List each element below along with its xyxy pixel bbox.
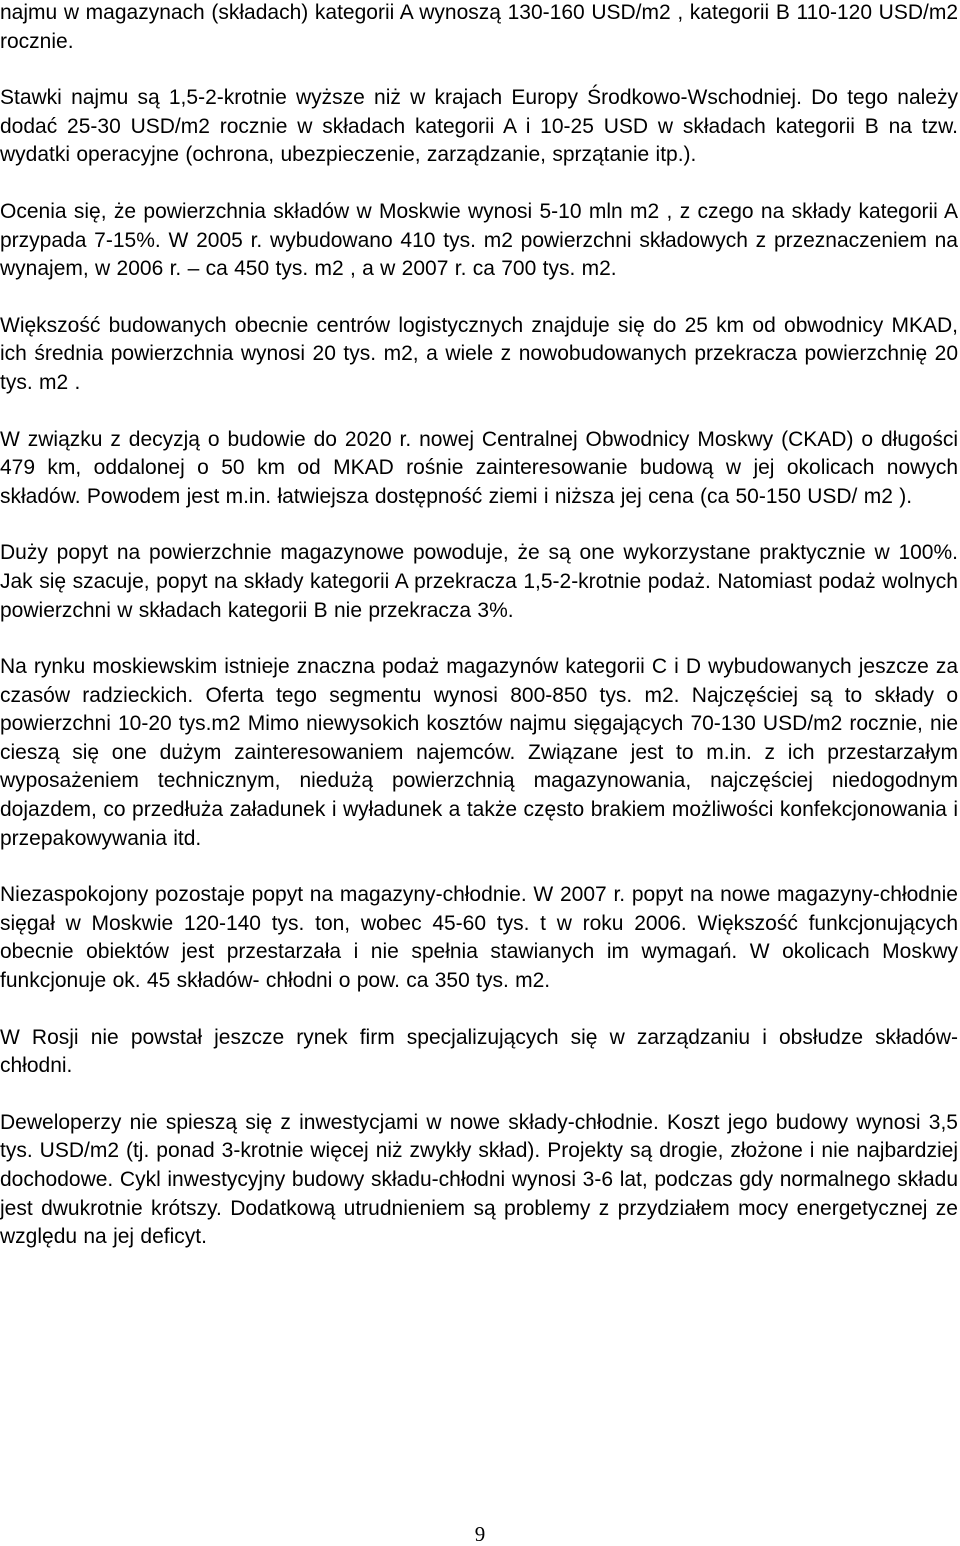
paragraph-developers: Deweloperzy nie spieszą się z inwestycjami w nowe składy-chłodnie. Koszt jego budowy wynosi 3,5 tys. USD/m2 (tj. ponad 3-krotnie więcej niż zwykły skład). Projekty są drogie, złożone i nie najbardziej dochodowe. Cykl inwestycyjny budowy składu-chłodni wynosi 3-6 lat, podczas gdy normalnego składu jest dwukrotnie krótszy. Dodatkową utrudnieniem są problemy z przydziałem mocy energetycznej ze względu na jej deficyt.	[0, 1110, 958, 1249]
page-number: 9	[474, 1522, 486, 1546]
paragraph-cold-store-management: W Rosji nie powstał jeszcze rynek firm specjalizujących się w zarządzaniu i obsłudze składów- chłodni.	[0, 1025, 958, 1078]
paragraph-demand: Duży popyt na powierzchnie magazynowe powoduje, że są one wykorzystane praktycznie w 100%. Jak się szacuje, popyt na składy kategorii A przekracza 1,5-2-krotnie podaż. Natomiast podaż wolnych powierzchni w składach kategorii B nie przekracza 3%.	[0, 541, 958, 622]
paragraph-category-c-d: Na rynku moskiewskim istnieje znaczna podaż magazynów kategorii C i D wybudowanych jeszcze za czasów radzieckich. Oferta tego segmentu wynosi 800-850 tys. m2. Najczęściej są to składy o powierzchni 10-20 tys.m2 Mimo niewysokich kosztów najmu sięgających 70-130 USD/m2 rocznie, nie cieszą się one dużym zainteresowaniem najemców. Związane jest to m.in. z ich przestarzałym wyposażeniem technicznym, niedużą powierzchnią magazynowania, najczęściej niedogodnym dojazdem, co przedłuża załadunek i wyładunek a także często brakiem możliwości konfekcjonowania i przepakowywania itd.	[0, 655, 958, 850]
paragraph-rent-rates: najmu w magazynach (składach) kategorii A wynoszą 130-160 USD/m2 , kategorii B 110-120 USD/m2 rocznie.	[0, 1, 958, 53]
paragraph-rent-comparison: Stawki najmu są 1,5-2-krotnie wyższe niż w krajach Europy Środkowo-Wschodniej. Do tego należy dodać 25-30 USD/m2 rocznie w składach kategorii A i 10-25 USD w składach kategorii B na tzw. wydatki operacyjne (ochrona, ubezpieczenie, zarządzanie, sprzątanie itp.).	[0, 86, 958, 167]
paragraph-ckad-ring-road: W związku z decyzją o budowie do 2020 r. nowej Centralnej Obwodnicy Moskwy (CKAD) o długości 479 km, oddalonej o 50 km od MKAD rośnie zainteresowanie budową w jej okolicach nowych składów. Powodem jest m.in. łatwiejsza dostępność ziemi i niższa jej cena (ca 50-150 USD/ m2 ).	[0, 427, 958, 508]
paragraph-warehouse-area: Ocenia się, że powierzchnia składów w Moskwie wynosi 5-10 mln m2 , z czego na składy kategorii A przypada 7-15%. W 2005 r. wybudowano 410 tys. m2 powierzchni składowych z przeznaczeniem na wynajem, w 2006 r. – ca 450 tys. m2 , a w 2007 r. ca 700 tys. m2.	[0, 199, 958, 281]
paragraph-logistics-centres: Większość budowanych obecnie centrów logistycznych znajduje się do 25 km od obwodnicy MKAD, ich średnia powierzchnia wynosi 20 tys. m2, a wiele z nowobudowanych przekracza powierzchnię 20 tys. m2 .	[0, 313, 958, 394]
paragraph-cold-stores-demand: Niezaspokojony pozostaje popyt na magazyny-chłodnie. W 2007 r. popyt na nowe magazyny-chłodnie sięgał w Moskwie 120-140 tys. ton, wobec 45-60 tys. t w roku 2006. Większość funkcjonujących obecnie obiektów jest przestarzała i nie spełnia stawianych im wymagań. W okolicach Moskwy funkcjonuje ok. 45 składów- chłodni o pow. ca 350 tys. m2.	[0, 883, 958, 993]
